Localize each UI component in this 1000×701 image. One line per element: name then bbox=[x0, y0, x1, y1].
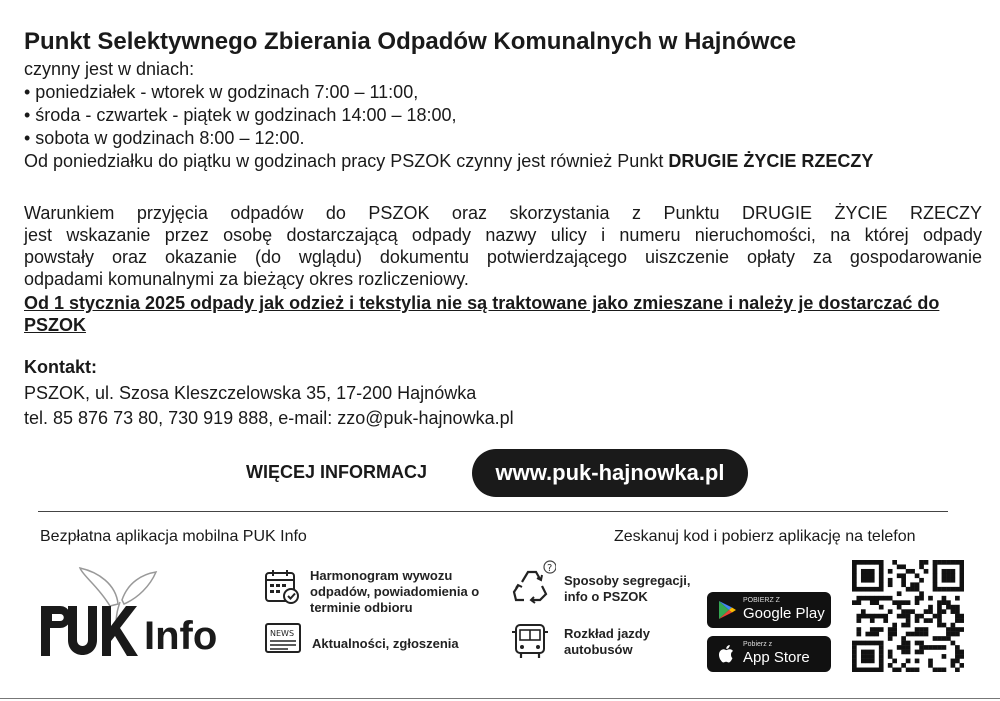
app-store-small: Pobierz z bbox=[743, 641, 773, 648]
conditions-line: Warunkiem przyjęcia odpadów do PSZOK oraz skorzystania z Punktu DRUGIE ŻYCIE RZECZY bbox=[24, 203, 982, 223]
qr-code[interactable] bbox=[852, 560, 964, 677]
conditions-paragraph bbox=[24, 202, 982, 290]
feature-text: Sposoby segregacji, info o PSZOK bbox=[564, 573, 691, 604]
conditions-line: jest wskazanie przez osobę dostarczającą odpady nazwy ulicy i numeru nieruchomości, na której odpady bbox=[24, 225, 982, 245]
page-title: Punkt Selektywnego Zbierania Odpadów Komunalnych w Hajnówce bbox=[24, 28, 797, 55]
website-link[interactable]: www.puk-hajnowka.pl bbox=[472, 449, 748, 497]
feature-bus bbox=[510, 622, 550, 665]
hours-item: • środa - czwartek - piątek w godzinach 14:00 – 18:00, bbox=[24, 105, 457, 125]
second-life-name: DRUGIE ŻYCIE RZECZY bbox=[668, 151, 874, 171]
recycle-icon bbox=[508, 560, 556, 606]
more-info-label: WIĘCEJ INFORMACJ bbox=[246, 462, 428, 482]
scan-instruction: Zeskanuj kod i pobierz aplikację na telefon bbox=[614, 528, 916, 545]
svg-text:?: ? bbox=[547, 563, 553, 574]
conditions-line: powstały oraz okazanie (do wglądu) dokumentu potwierdzającego uiszczenie opłaty za gospodarowanie bbox=[24, 247, 982, 267]
apple-icon bbox=[718, 643, 736, 665]
app-store-button[interactable] bbox=[707, 636, 831, 672]
hours-item: • poniedziałek - wtorek w godzinach 7:00 – 11:00, bbox=[24, 82, 419, 102]
divider bbox=[38, 511, 948, 512]
bus-icon bbox=[510, 622, 550, 660]
feature-calendar bbox=[264, 568, 300, 609]
google-play-button[interactable] bbox=[707, 592, 831, 628]
feature-recycle bbox=[508, 560, 556, 611]
contact-address: PSZOK, ul. Szosa Kleszczelowska 35, 17-200 Hajnówka bbox=[24, 383, 477, 403]
hours-extra bbox=[24, 150, 873, 172]
google-play-small: POBIERZ Z bbox=[743, 597, 780, 604]
textiles-notice: Od 1 stycznia 2025 odpady jak odzież i tekstylia nie są traktowane jako zmieszane i należy je dostarczać do PSZOK bbox=[24, 293, 940, 335]
google-play-icon bbox=[717, 600, 737, 620]
puk-info-logo bbox=[38, 566, 248, 666]
contact-heading: Kontakt: bbox=[24, 357, 97, 377]
hours-intro: czynny jest w dniach: bbox=[24, 59, 195, 79]
google-play-label: Google Play bbox=[743, 605, 825, 622]
app-store-label: App Store bbox=[743, 649, 810, 666]
calendar-icon bbox=[264, 568, 300, 604]
hours-extra-text: Od poniedziałku do piątku w godzinach pracy PSZOK czynny jest również Punkt bbox=[24, 151, 669, 171]
feature-news bbox=[264, 622, 302, 659]
feature-text: Rozkład jazdy autobusów bbox=[564, 626, 650, 657]
feature-text: Aktualności, zgłoszenia bbox=[312, 636, 459, 651]
hours-item: • sobota w godzinach 8:00 – 12:00. bbox=[24, 128, 305, 148]
bottom-border bbox=[0, 698, 1000, 699]
svg-text:NEWS: NEWS bbox=[270, 629, 295, 638]
conditions-line: odpadami komunalnymi za bieżący okres rozliczeniowy. bbox=[24, 269, 469, 289]
qr-code-image bbox=[852, 560, 964, 672]
contact-phone-email: tel. 85 876 73 80, 730 919 888, e-mail: zzo@puk-hajnowka.pl bbox=[24, 408, 514, 428]
logo-info-text: Info bbox=[144, 614, 218, 658]
app-description: Bezpłatna aplikacja mobilna PUK Info bbox=[40, 528, 307, 545]
feature-text: Harmonogram wywozu odpadów, powiadomienia o terminie odbioru bbox=[310, 568, 480, 615]
news-icon bbox=[264, 622, 302, 654]
